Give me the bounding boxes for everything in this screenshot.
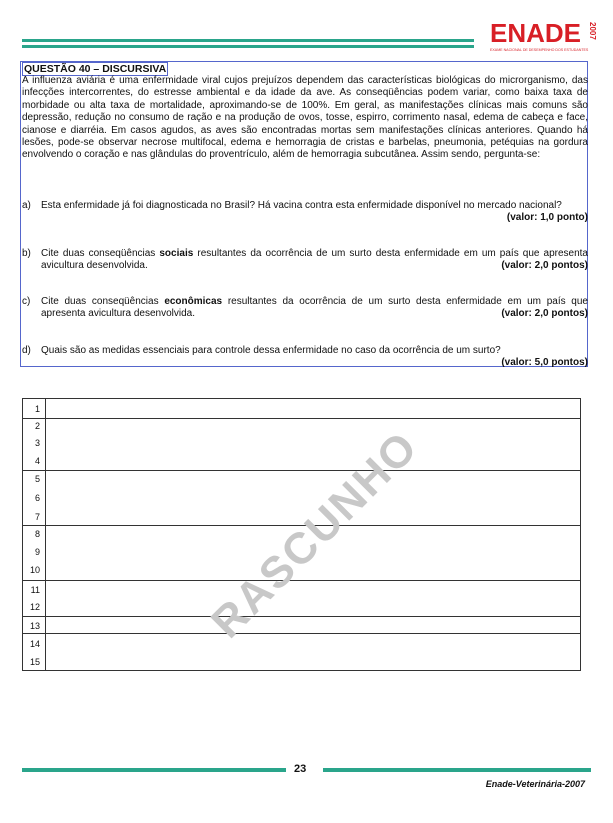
item-value: (valor: 2,0 pontos) [501, 260, 588, 271]
footer-rule-left [22, 768, 286, 772]
draft-line-number: 3 [34, 438, 40, 448]
logo-year: 2007 [588, 22, 597, 40]
draft-line-number: 2 [34, 421, 40, 431]
draft-line-number: 7 [34, 512, 40, 522]
item-value: (valor: 2,0 pontos) [501, 308, 588, 319]
footer-rule-right [323, 768, 591, 772]
item-value: (valor: 5,0 pontos) [501, 357, 588, 368]
question-item-a: a) Esta enfermidade já foi diagnosticada no Brasil? Há vacina contra esta enfermidade disponível no mercado nacional? (valor: 1,0 ponto) [22, 200, 588, 223]
question-title: QUESTÃO 40 – DISCURSIVA [24, 63, 167, 75]
draft-line-number: 4 [34, 456, 40, 466]
draft-line-number: 13 [29, 621, 40, 631]
question-item-c: c) Cite duas conseqüências econômicas resultantes da ocorrência de um surto desta enfermidade em um país que apresenta avicultura desenvolvida. (valor: 2,0 pontos) [22, 296, 588, 319]
draft-line-number: 11 [30, 585, 40, 595]
logo-text: ENADE [490, 18, 582, 48]
draft-line-number: 8 [34, 529, 40, 539]
header-rule-top [22, 39, 474, 42]
header-rule-bottom [22, 45, 474, 48]
draft-line-number: 5 [34, 474, 40, 484]
draft-watermark: RASCUNHO [201, 421, 428, 648]
draft-line-number: 1 [34, 404, 40, 414]
question-intro: A influenza aviária é uma enfermidade viral cujos prejuízos dependem das características biológicas do microrganismo, das infecções intercorrentes, do estresse ambiental e da idade da ave. As conseqüências podem variar, como baixa taxa de morbidade ou alta taxa de mortalidade, aproximando-se de 100%. Em geral, as manifestações clínicas mais comuns são depressão, redução no consumo de ração e na produção de ovos, tosse, espirro, corrimento nasal, edema de cabeça e face, cianose e diarréia. Em casos agudos, as aves são encontradas mortas sem manifestações clínicas anteriores. Quando há lesões, pode-se observar necrose multifocal, edema e hemorragia de cristas e barbelas, pneumonia, petéquias na gordura envolvendo o coração e nas glândulas do proventrículo, além de hemorragia subcutânea. Assim sendo, pergunta-se: [22, 75, 588, 161]
draft-line-number: 12 [29, 602, 40, 612]
draft-line-number: 6 [34, 493, 40, 503]
footer-label: Enade-Veterinária-2007 [485, 779, 585, 789]
draft-line-number: 14 [29, 639, 40, 649]
page-number: 23 [294, 763, 307, 775]
logo-subtitle: EXAME NACIONAL DE DESEMPENHO DOS ESTUDANTES [490, 48, 589, 52]
item-value: (valor: 1,0 ponto) [506, 212, 588, 223]
question-item-b: b) Cite duas conseqüências sociais resultantes da ocorrência de um surto desta enfermidade em um país que apresenta avicultura desenvolvida. (valor: 2,0 pontos) [22, 248, 588, 271]
draft-line-number: 9 [34, 547, 40, 557]
draft-line-number: 10 [29, 565, 40, 575]
draft-line-number: 15 [29, 657, 40, 667]
question-item-d: d) Quais são as medidas essenciais para controle dessa enfermidade no caso da ocorrência de um surto? (valor: 5,0 pontos) [22, 345, 588, 368]
enade-logo [490, 20, 600, 58]
